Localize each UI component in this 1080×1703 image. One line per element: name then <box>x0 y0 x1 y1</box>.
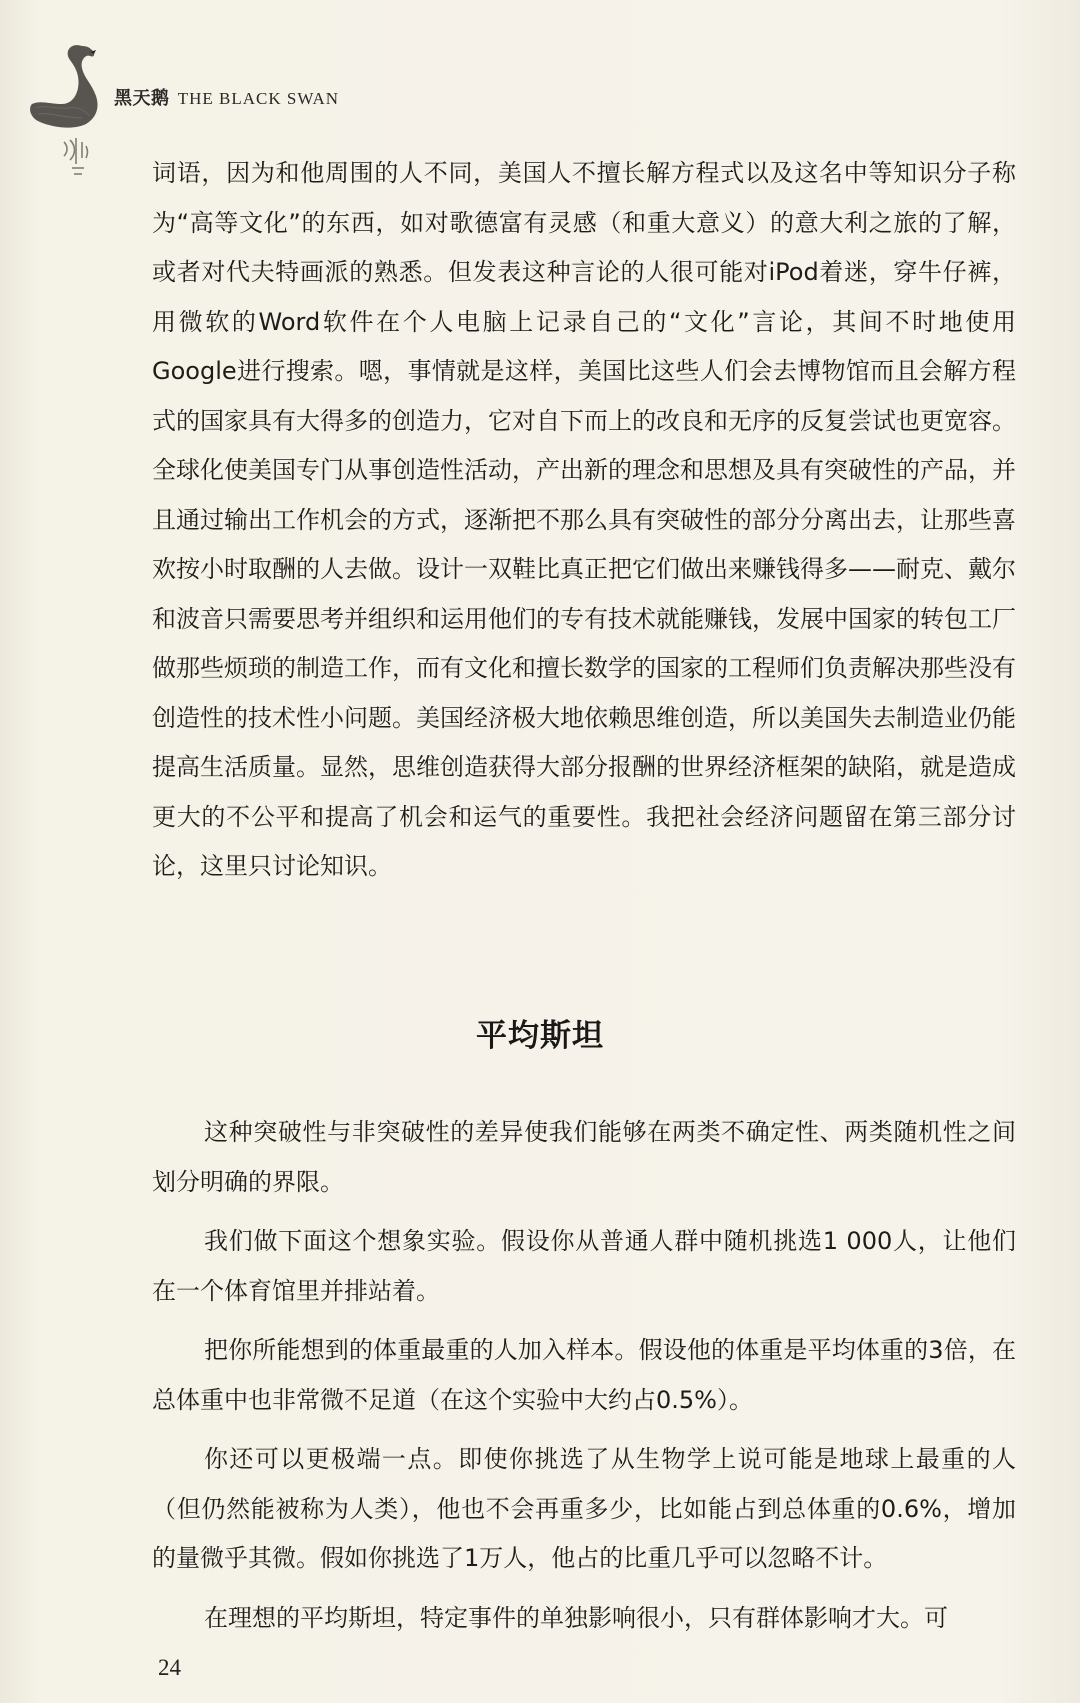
running-header-cn: 黑天鹅 <box>114 88 170 109</box>
section-paragraph: 把你所能想到的体重最重的人加入样本。假设他的体重是平均体重的3倍，在总体重中也非常微不足道（在这个实验中大约占0.5%）。 <box>152 1336 1016 1414</box>
section-paragraph: 我们做下面这个想象实验。假设你从普通人群中随机挑选1 000人，让他们在一个体育馆里并排站着。 <box>152 1227 1016 1305</box>
section-title: 平均斯坦 <box>476 1018 604 1054</box>
section-paragraph: 这种突破性与非突破性的差异使我们能够在两类不确定性、两类随机性之间划分明确的界限。 <box>152 1118 1016 1196</box>
continuation-paragraph-block <box>152 149 1016 892</box>
black-swan-logo-icon <box>24 38 120 178</box>
section-body <box>152 1108 1016 1643</box>
section-paragraph: 在理想的平均斯坦，特定事件的单独影响很小，只有群体影响才大。可 <box>204 1603 948 1632</box>
running-header <box>114 84 339 110</box>
section-paragraph: 你还可以更极端一点。即使你挑选了从生物学上说可能是地球上最重的人（但仍然能被称为人类），他也不会再重多少，比如能占到总体重的0.6%，增加的量微乎其微。假如你挑选了1万人，他占的比重几乎可以忽略不计。 <box>152 1445 1016 1572</box>
continuation-paragraph: 词语，因为和他周围的人不同，美国人不擅长解方程式以及这名中等知识分子称为“高等文化”的东西，如对歌德富有灵感（和重大意义）的意大利之旅的了解，或者对代夫特画派的熟悉。但发表这种言论的人很可能对iPod着迷，穿牛仔裤，用微软的Word软件在个人电脑上记录自己的“文化”言论，其间不时地使用Google进行搜索。嗯，事情就是这样，美国比这些人们会去博物馆而且会解方程式的国家具有大得多的创造力，它对自下而上的改良和无序的反复尝试也更宽容。全球化使美国专门从事创造性活动，产出新的理念和思想及具有突破性的产品，并且通过输出工作机会的方式，逐渐把不那么具有突破性的部分分离出去，让那些喜欢按小时取酬的人去做。设计一双鞋比真正把它们做出来赚钱得多——耐克、戴尔和波音只需要思考并组织和运用他们的专有技术就能赚钱，发展中国家的转包工厂做那些烦琐的制造工作，而有文化和擅长数学的国家的工程师们负责解决那些没有创造性的技术性小问题。美国经济极大地依赖思维创造，所以美国失去制造业仍能提高生活质量。显然，思维创造获得大部分报酬的世界经济框架的缺陷，就是造成更大的不公平和提高了机会和运气的重要性。我把社会经济问题留在第三部分讨论，这里只讨论知识。 <box>152 159 1016 880</box>
page-number: 24 <box>158 1655 181 1680</box>
running-header-en: THE BLACK SWAN <box>177 89 340 108</box>
